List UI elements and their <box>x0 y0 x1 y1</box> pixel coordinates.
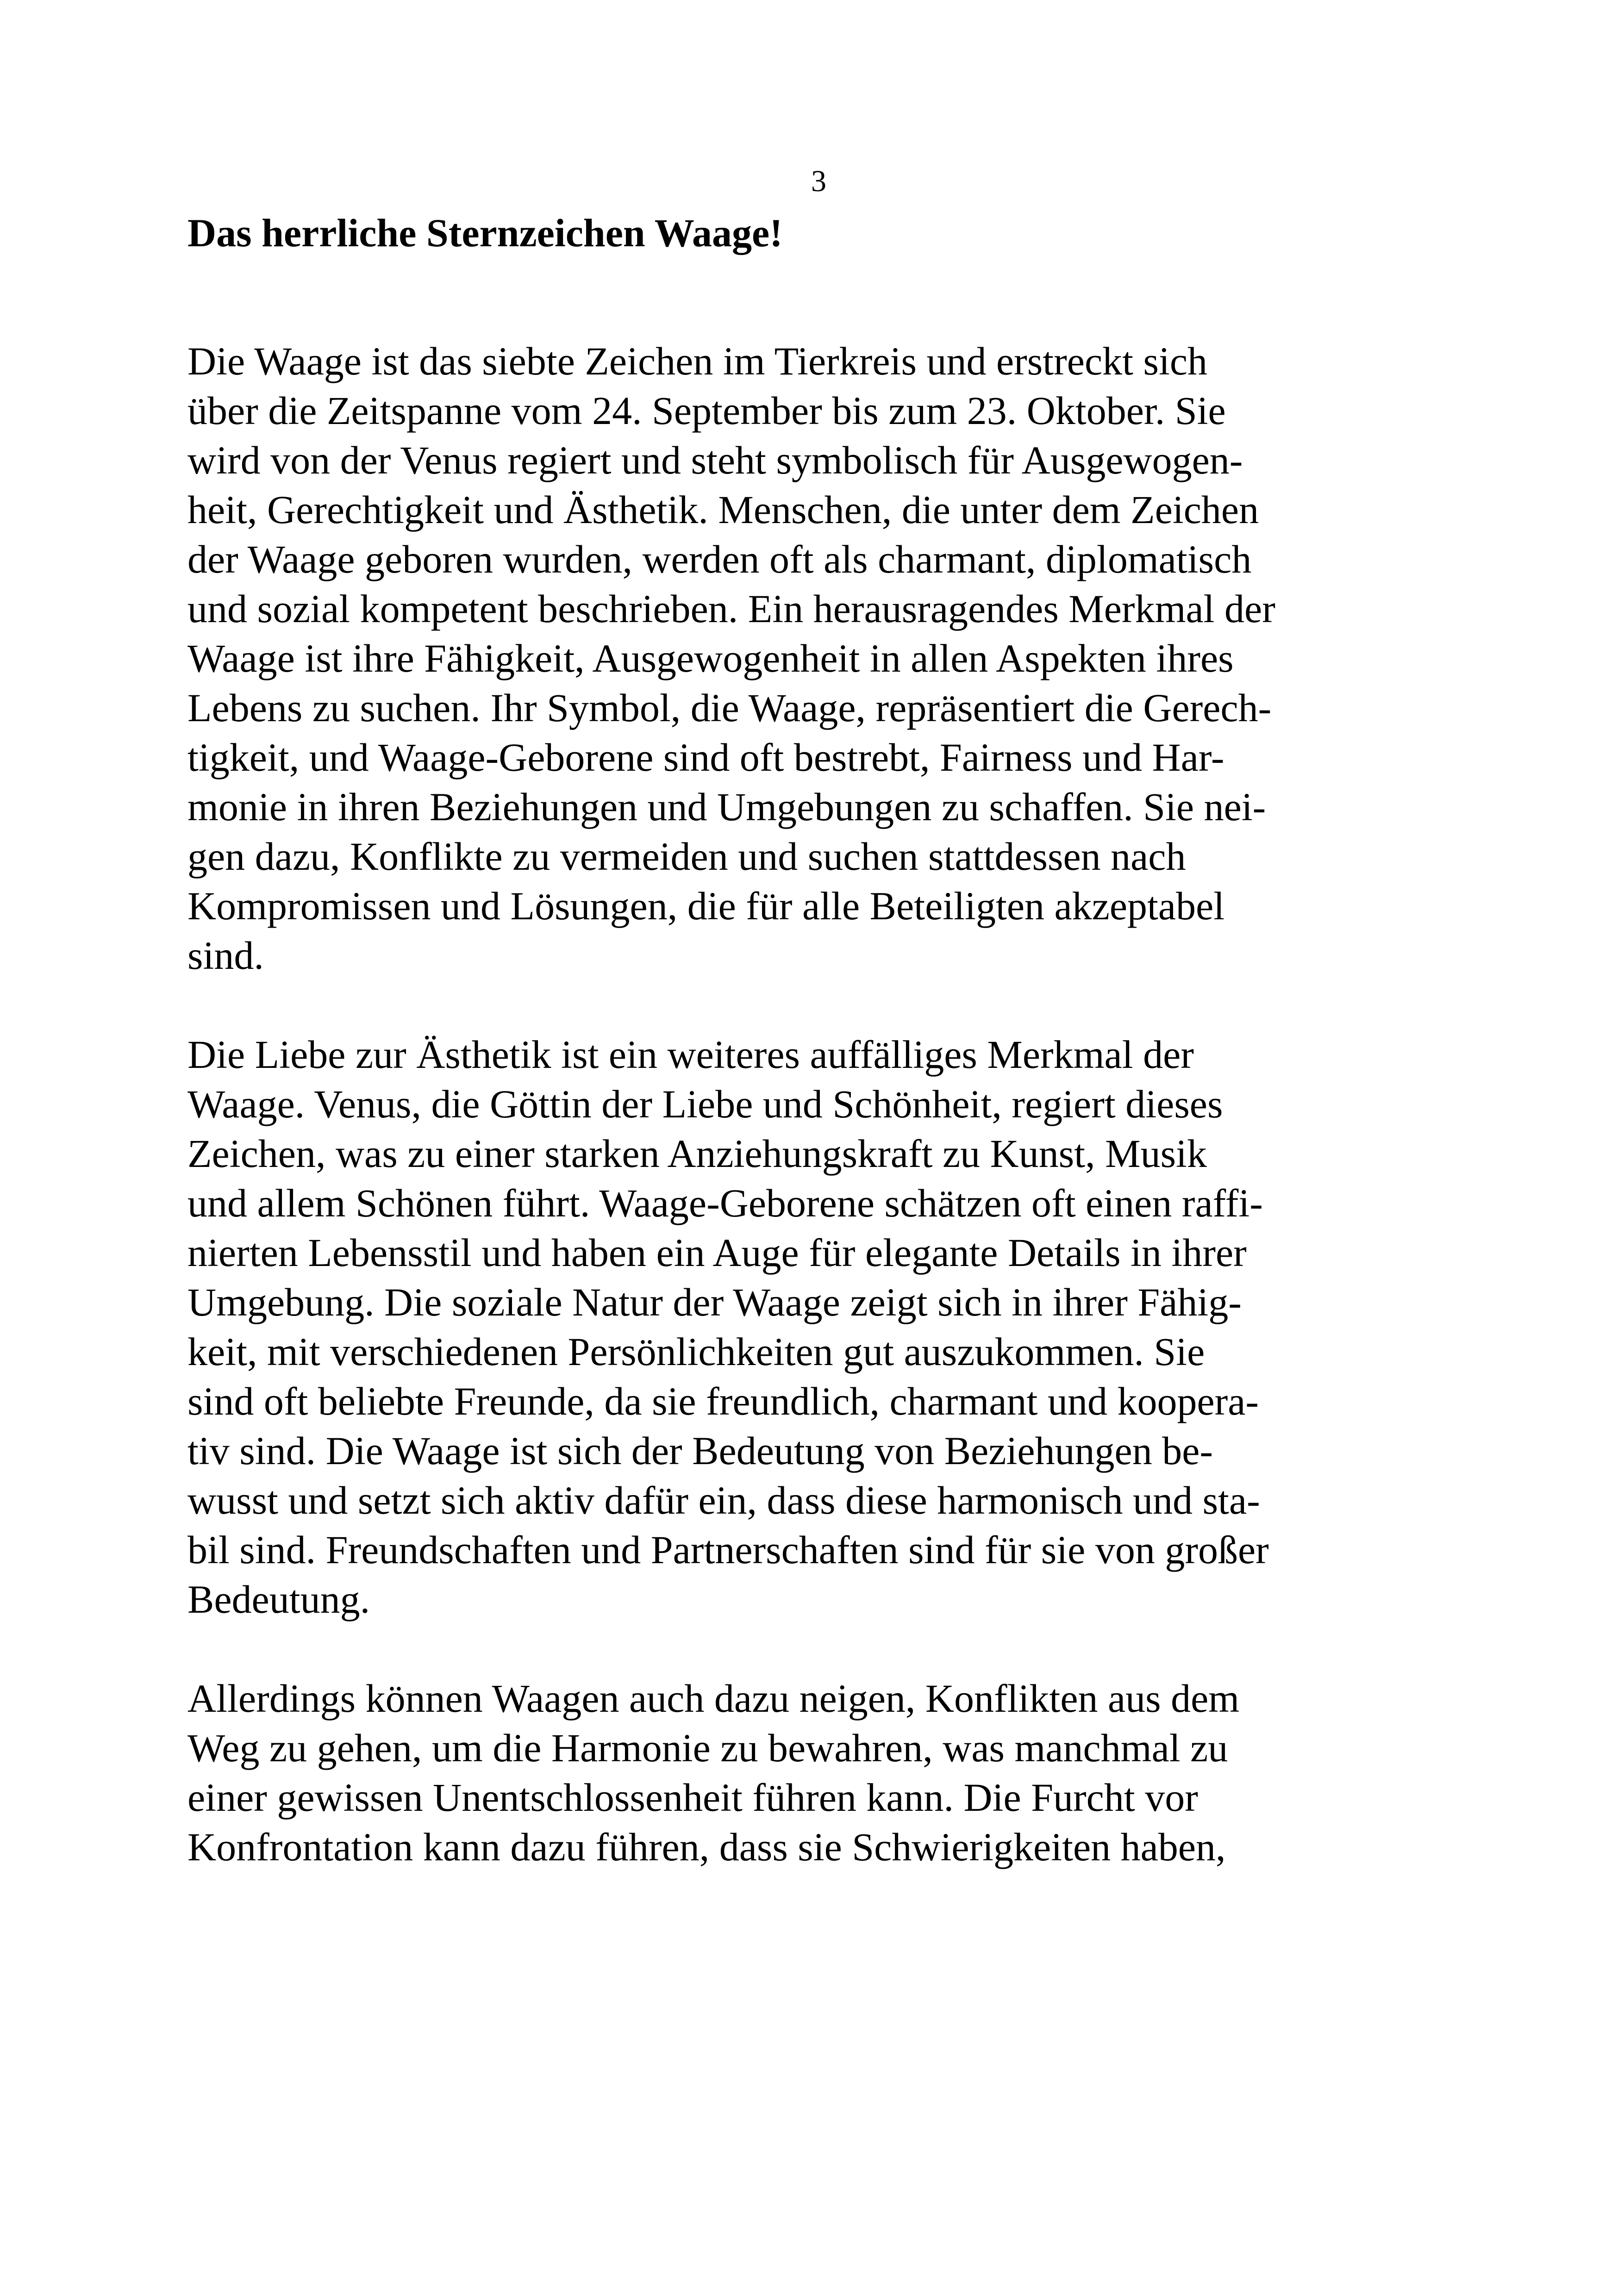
text-line: keit, mit verschiedenen Persönlichkeiten gut auszukommen. Sie <box>187 1329 1205 1374</box>
text-line: Waage ist ihre Fähigkeit, Ausgewogenheit in allen Aspekten ihres <box>187 636 1234 680</box>
text-line: Bedeutung. <box>187 1577 370 1621</box>
text-line: Weg zu gehen, um die Harmonie zu bewahren, was manchmal zu <box>187 1726 1228 1770</box>
text-line: tigkeit, und Waage-Geborene sind oft bestrebt, Fairness und Har- <box>187 735 1224 780</box>
text-line: Konfrontation kann dazu führen, dass sie Schwierigkeiten haben, <box>187 1825 1226 1869</box>
text-line: monie in ihren Beziehungen und Umgebungen zu schaffen. Sie nei- <box>187 785 1266 829</box>
text-line: Zeichen, was zu einer starken Anziehungskraft zu Kunst, Musik <box>187 1131 1207 1176</box>
page-title: Das herrliche Sternzeichen Waage! <box>187 211 783 255</box>
text-line: tiv sind. Die Waage ist sich der Bedeutung von Beziehungen be- <box>187 1428 1213 1473</box>
text-line: über die Zeitspanne vom 24. September bis zum 23. Oktober. Sie <box>187 388 1226 433</box>
text-line: heit, Gerechtigkeit und Ästhetik. Menschen, die unter dem Zeichen <box>187 487 1259 532</box>
text-line: wusst und setzt sich aktiv dafür ein, dass diese harmonisch und sta- <box>187 1478 1260 1522</box>
text-line: Umgebung. Die soziale Natur der Waage zeigt sich in ihrer Fähig- <box>187 1280 1242 1324</box>
page-number: 3 <box>811 164 826 198</box>
text-line: Die Waage ist das siebte Zeichen im Tierkreis und erstreckt sich <box>187 339 1208 383</box>
text-line: sind oft beliebte Freunde, da sie freundlich, charmant und koopera- <box>187 1379 1259 1423</box>
text-line: Allerdings können Waagen auch dazu neigen, Konflikten aus dem <box>187 1676 1240 1721</box>
text-line: nierten Lebensstil und haben ein Auge für elegante Details in ihrer <box>187 1230 1247 1275</box>
text-line: Kompromissen und Lösungen, die für alle Beteiligten akzeptabel <box>187 884 1225 928</box>
text-line: sind. <box>187 933 264 978</box>
text-line: Waage. Venus, die Göttin der Liebe und Schönheit, regiert dieses <box>187 1082 1223 1126</box>
text-line: Lebens zu suchen. Ihr Symbol, die Waage, repräsentiert die Gerech- <box>187 686 1272 730</box>
text-line: Die Liebe zur Ästhetik ist ein weiteres auffälliges Merkmal der <box>187 1032 1194 1077</box>
text-line: wird von der Venus regiert und steht symbolisch für Ausgewogen- <box>187 438 1243 482</box>
text-line: und allem Schönen führt. Waage-Geborene schätzen oft einen raffi- <box>187 1181 1263 1225</box>
text-line: und sozial kompetent beschrieben. Ein herausragendes Merkmal der <box>187 586 1275 631</box>
text-line: gen dazu, Konflikte zu vermeiden und suchen stattdessen nach <box>187 834 1186 879</box>
text-line: einer gewissen Unentschlossenheit führen kann. Die Furcht vor <box>187 1775 1198 1820</box>
text-line: der Waage geboren wurden, werden oft als charmant, diplomatisch <box>187 537 1252 581</box>
text-line: bil sind. Freundschaften und Partnerschaften sind für sie von großer <box>187 1528 1269 1572</box>
